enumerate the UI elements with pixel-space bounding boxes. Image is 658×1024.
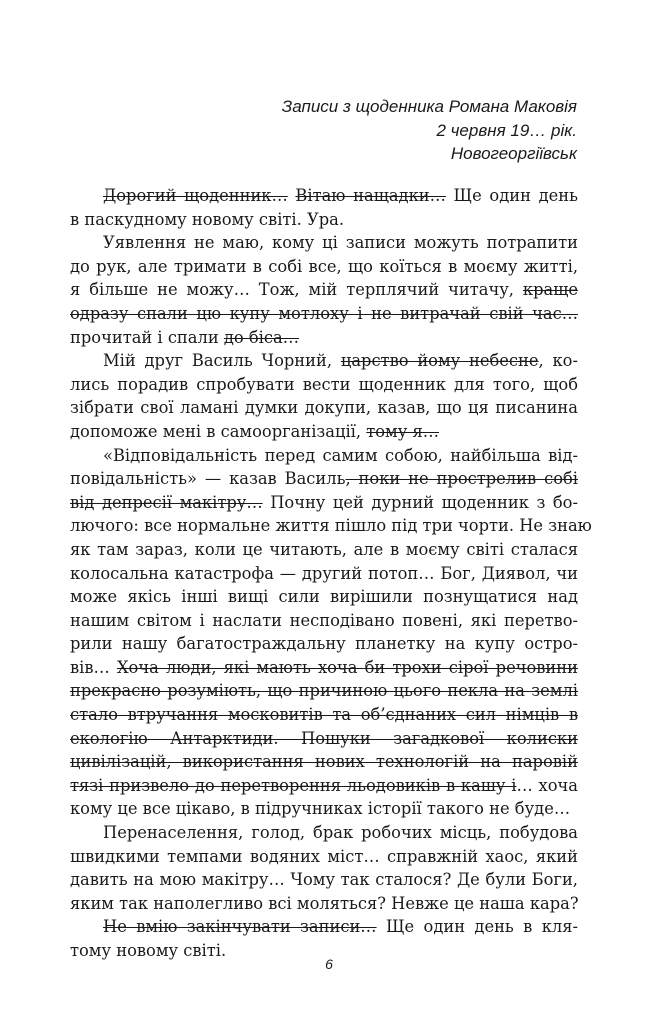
diary-body-text <box>70 184 592 963</box>
struck-text: Хоча люди, які мають хоча би трохи сірої речовини <box>116 657 578 677</box>
text-run: я більше не можу… Тож, мій терплячий читачу, <box>70 280 523 300</box>
text-run: повідальність» — казав Василь <box>70 469 346 489</box>
text-run: , ко- <box>538 351 578 371</box>
struck-text: Не вмію закінчувати записи… <box>103 917 377 937</box>
text-line <box>70 656 578 680</box>
text-line <box>70 915 578 939</box>
text-run: може якісь інші вищі сили вирішили познущатися над <box>70 587 578 607</box>
text-line <box>70 750 578 774</box>
text-line <box>70 373 578 397</box>
struck-text: від депресії макітру… <box>70 492 263 512</box>
text-run: Ще один день <box>445 186 578 205</box>
text-line <box>70 868 578 892</box>
struck-text: , поки не прострелив собі <box>345 469 578 489</box>
text-line <box>70 208 578 232</box>
text-line <box>70 632 578 656</box>
text-run: яким так наполегливо всі моляться? Невже це наша кара? <box>70 893 579 913</box>
text-run: лючого: все нормальне життя пішло під три чорти. Не знаю <box>70 516 592 536</box>
text-run: «Відповідальність перед самим собою, найбільша від- <box>103 445 578 465</box>
text-line <box>70 821 578 845</box>
heading-title: Записи з щоденника Романа Маковія <box>281 97 577 116</box>
text-line <box>70 797 578 821</box>
text-run: колосальна катастрофа — другий потоп… Бог, Диявол, чи <box>70 563 578 583</box>
text-run: кому це все цікаво, в підручниках історії такого не буде… <box>70 799 571 819</box>
struck-text: стало втручання московитів та об’єднаних сил німців в <box>70 705 578 725</box>
text-run: Мій друг Василь Чорний, <box>103 351 341 371</box>
text-run: лись порадив спробувати вести щоденник для того, щоб <box>70 374 578 394</box>
text-line <box>70 467 578 491</box>
text-line <box>70 585 578 609</box>
text-run: вів… <box>70 657 117 677</box>
heading-date: 2 червня 19… рік. <box>436 120 577 140</box>
text-line <box>70 420 578 444</box>
text-run: швидкими темпами водяних міст… справжній хаос, який <box>70 846 578 866</box>
text-run: в паскудному новому світі. Ура. <box>70 209 345 229</box>
text-run: Почну цей дурний щоденник з бо- <box>262 492 578 512</box>
text-run: Уявлення не маю, кому ці записи можуть потрапити <box>103 233 578 253</box>
text-line <box>70 231 578 255</box>
text-line <box>70 679 578 703</box>
text-run: зібрати свої ламані думки докупи, казав, що ця писанина <box>70 398 578 418</box>
text-run: допоможе мені в самоорганізації, <box>70 421 367 441</box>
text-line <box>70 255 578 279</box>
text-line <box>70 302 578 326</box>
struck-text: краще <box>522 280 578 300</box>
text-line <box>70 845 578 869</box>
text-run: до рук, але тримати в собі все, що коїться в моєму житті, <box>70 256 578 276</box>
struck-text: одразу спали цю купу мотлоху і не витрачай свій час… <box>70 303 578 323</box>
text-line <box>70 326 578 350</box>
text-line <box>70 514 592 538</box>
struck-text: тому я… <box>366 421 440 441</box>
struck-text: тязі призвело до перетворення льодовиків в кашу і <box>70 775 517 795</box>
struck-text: екологію Антарктиди. Пошуки загадкової колиски <box>70 728 578 748</box>
text-line <box>70 396 578 420</box>
text-line <box>70 609 578 633</box>
text-line <box>70 444 578 468</box>
text-line <box>70 727 578 751</box>
page-number: 6 <box>325 956 333 972</box>
text-run: тому новому світі. <box>70 941 227 960</box>
text-run: як там зараз, коли це читають, але в моєму світі сталася <box>70 539 578 559</box>
struck-text: царство йому небесне <box>340 351 539 371</box>
struck-text: Вітаю нащадки… <box>295 186 446 205</box>
text-run: … хоча <box>516 775 578 795</box>
text-run: нашим світом і наслати несподівано повені, які перетво- <box>70 610 578 630</box>
text-run: Ще один день в кля- <box>376 917 578 937</box>
text-line <box>70 892 578 916</box>
heading-place: Новогеоргіївськ <box>450 144 577 163</box>
text-run: Перенаселення, голод, брак робочих місць, побудова <box>103 823 578 843</box>
text-run: рили нашу багатостраждальну планетку на купу остро- <box>70 634 578 654</box>
text-line <box>70 538 578 562</box>
text-line <box>70 349 578 373</box>
text-run: прочитай і спали <box>70 327 224 347</box>
struck-text: прекрасно розуміють, що причиною цього пекла на землі <box>70 681 578 701</box>
text-line <box>70 703 578 727</box>
text-line <box>70 184 578 208</box>
text-line <box>70 278 578 302</box>
struck-text: Дорогий щоденник… <box>103 186 288 205</box>
text-run: давить на мою макітру… Чому так сталося? Де були Боги, <box>70 870 578 890</box>
struck-text: цивілізацій, використання нових технологій на паровій <box>70 752 578 772</box>
text-line <box>70 774 578 798</box>
diary-heading <box>282 95 577 166</box>
text-line <box>70 491 578 515</box>
text-line <box>70 562 578 586</box>
struck-text: до біса… <box>223 327 299 347</box>
